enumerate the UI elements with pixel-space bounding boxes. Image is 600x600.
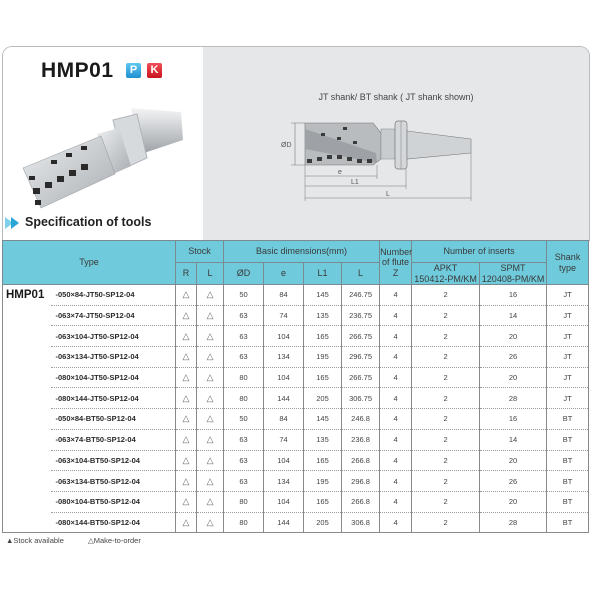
e-cell: 134 <box>264 471 304 492</box>
stock-r-cell: △ <box>176 512 197 533</box>
tool-photo-image <box>21 102 186 212</box>
header-flute-line1: Number <box>380 246 413 257</box>
flute-cell: 4 <box>380 326 412 347</box>
spmt-cell: 28 <box>480 388 547 409</box>
e-cell: 84 <box>264 409 304 430</box>
stock-l-cell: △ <box>197 491 224 512</box>
l-cell: 266.8 <box>342 491 380 512</box>
table-row <box>3 326 589 347</box>
header-apkt-name: APKT <box>433 263 458 274</box>
l1-cell: 165 <box>304 326 342 347</box>
table-row <box>3 285 589 306</box>
header-shank-line2: type <box>559 262 577 273</box>
diameter-cell: 63 <box>224 347 264 368</box>
spmt-cell: 16 <box>480 409 547 430</box>
diameter-cell: 63 <box>224 450 264 471</box>
table-row <box>3 388 589 409</box>
flute-cell: 4 <box>380 491 412 512</box>
shank-cell: JT <box>547 367 589 388</box>
l-cell: 306.8 <box>342 512 380 533</box>
header-l1: L1 <box>304 263 342 285</box>
shank-cell: JT <box>547 326 589 347</box>
diameter-cell: 80 <box>224 388 264 409</box>
l1-cell: 135 <box>304 429 342 450</box>
l1-cell: 165 <box>304 491 342 512</box>
header-shank-line1: Shank <box>554 252 581 263</box>
table-row <box>3 512 589 533</box>
flute-cell: 4 <box>380 450 412 471</box>
apkt-cell: 2 <box>412 471 480 492</box>
type-cell: -080×144-BT50-SP12-04 <box>51 512 176 533</box>
header-l: L <box>342 263 380 285</box>
stock-l-cell: △ <box>197 471 224 492</box>
shank-cell: JT <box>547 305 589 326</box>
stock-r-cell: △ <box>176 305 197 326</box>
flute-cell: 4 <box>380 512 412 533</box>
flute-cell: 4 <box>380 471 412 492</box>
header-type: Type <box>3 241 176 285</box>
product-photo-panel <box>3 47 203 241</box>
header-stock-r: R <box>176 263 197 285</box>
legend <box>6 536 163 545</box>
diameter-label: ØD <box>281 142 292 149</box>
header-spmt-code: 120408-PM/KM <box>481 273 545 284</box>
l-cell: 306.75 <box>342 388 380 409</box>
stock-r-cell: △ <box>176 429 197 450</box>
apkt-cell: 2 <box>412 285 480 306</box>
stock-l-cell: △ <box>197 347 224 368</box>
type-cell: -063×104-JT50-SP12-04 <box>51 326 176 347</box>
type-cell: -080×144-JT50-SP12-04 <box>51 388 176 409</box>
spmt-cell: 16 <box>480 285 547 306</box>
type-cell: -063×134-JT50-SP12-04 <box>51 347 176 368</box>
l-cell: 296.8 <box>342 471 380 492</box>
apkt-cell: 2 <box>412 512 480 533</box>
shank-cell: BT <box>547 491 589 512</box>
stock-r-cell: △ <box>176 326 197 347</box>
table-row <box>3 347 589 368</box>
spmt-cell: 14 <box>480 429 547 450</box>
l1-label: L1 <box>351 179 359 186</box>
apkt-cell: 2 <box>412 429 480 450</box>
diameter-cell: 80 <box>224 491 264 512</box>
e-cell: 84 <box>264 285 304 306</box>
material-badge-p: P <box>126 63 141 78</box>
spmt-cell: 20 <box>480 367 547 388</box>
header-inserts: Number of inserts <box>412 241 547 263</box>
type-cell: -063×104-BT50-SP12-04 <box>51 450 176 471</box>
legend-stock-available: ▲Stock available <box>6 536 64 545</box>
shank-cell: BT <box>547 471 589 492</box>
shank-cell: BT <box>547 450 589 471</box>
stock-r-cell: △ <box>176 409 197 430</box>
type-cell: -063×74-BT50-SP12-04 <box>51 429 176 450</box>
diagram-caption: JT shank/ BT shank ( JT shank shown) <box>318 92 474 102</box>
flute-cell: 4 <box>380 367 412 388</box>
e-cell: 104 <box>264 491 304 512</box>
e-cell: 144 <box>264 388 304 409</box>
header-diameter: ØD <box>224 263 264 285</box>
type-cell: -080×104-JT50-SP12-04 <box>51 367 176 388</box>
apkt-cell: 2 <box>412 367 480 388</box>
l-label: L <box>386 191 390 198</box>
table-row <box>3 367 589 388</box>
e-cell: 104 <box>264 367 304 388</box>
l1-cell: 145 <box>304 285 342 306</box>
e-label: e <box>338 169 342 176</box>
l-cell: 236.8 <box>342 429 380 450</box>
diameter-cell: 63 <box>224 471 264 492</box>
specification-table <box>2 240 589 533</box>
table-row <box>3 450 589 471</box>
table-row <box>3 409 589 430</box>
spmt-cell: 14 <box>480 305 547 326</box>
header-stock-l: L <box>197 263 224 285</box>
spmt-cell: 26 <box>480 471 547 492</box>
stock-l-cell: △ <box>197 367 224 388</box>
l-cell: 266.75 <box>342 367 380 388</box>
material-badge-k: K <box>147 63 162 78</box>
stock-r-cell: △ <box>176 491 197 512</box>
l1-cell: 135 <box>304 305 342 326</box>
e-cell: 104 <box>264 450 304 471</box>
series-label: HMP01 <box>3 285 51 533</box>
shank-cell: BT <box>547 409 589 430</box>
diameter-cell: 50 <box>224 285 264 306</box>
l1-cell: 165 <box>304 367 342 388</box>
stock-r-cell: △ <box>176 285 197 306</box>
tool-dimension-drawing <box>281 119 571 209</box>
legend-make-to-order: △Make-to-order <box>87 536 141 545</box>
stock-r-cell: △ <box>176 388 197 409</box>
stock-l-cell: △ <box>197 305 224 326</box>
stock-l-cell: △ <box>197 285 224 306</box>
flute-cell: 4 <box>380 285 412 306</box>
e-cell: 104 <box>264 326 304 347</box>
product-header-panel <box>2 46 590 241</box>
diameter-cell: 63 <box>224 305 264 326</box>
stock-r-cell: △ <box>176 367 197 388</box>
header-flute-line3: Z <box>392 267 399 278</box>
header-flute-count <box>380 241 412 285</box>
header-apkt <box>412 263 480 285</box>
stock-l-cell: △ <box>197 388 224 409</box>
apkt-cell: 2 <box>412 347 480 368</box>
shank-cell: BT <box>547 512 589 533</box>
stock-r-cell: △ <box>176 450 197 471</box>
header-stock: Stock <box>176 241 224 263</box>
l-cell: 296.75 <box>342 347 380 368</box>
shank-cell: JT <box>547 347 589 368</box>
stock-l-cell: △ <box>197 429 224 450</box>
stock-l-cell: △ <box>197 326 224 347</box>
header-spmt <box>480 263 547 285</box>
l-cell: 236.75 <box>342 305 380 326</box>
diameter-cell: 63 <box>224 429 264 450</box>
header-apkt-code: 150412-PM/KM <box>414 273 477 284</box>
header-basic-dimensions: Basic dimensions(mm) <box>224 241 380 263</box>
apkt-cell: 2 <box>412 305 480 326</box>
shank-cell: JT <box>547 285 589 306</box>
header-spmt-name: SPMT <box>500 263 526 274</box>
stock-r-cell: △ <box>176 347 197 368</box>
apkt-cell: 2 <box>412 491 480 512</box>
l1-cell: 195 <box>304 347 342 368</box>
table-body <box>3 285 589 533</box>
apkt-cell: 2 <box>412 450 480 471</box>
l1-cell: 165 <box>304 450 342 471</box>
diameter-cell: 80 <box>224 367 264 388</box>
type-cell: -080×104-BT50-SP12-04 <box>51 491 176 512</box>
dimension-drawing-panel <box>203 47 589 241</box>
apkt-cell: 2 <box>412 409 480 430</box>
header-flute-line2: of flute <box>382 257 410 268</box>
double-chevron-right-icon <box>5 216 23 230</box>
l-cell: 246.8 <box>342 409 380 430</box>
shank-cell: BT <box>547 429 589 450</box>
stock-l-cell: △ <box>197 409 224 430</box>
l1-cell: 205 <box>304 512 342 533</box>
spmt-cell: 26 <box>480 347 547 368</box>
spmt-cell: 20 <box>480 450 547 471</box>
apkt-cell: 2 <box>412 388 480 409</box>
table-row <box>3 429 589 450</box>
diameter-cell: 80 <box>224 512 264 533</box>
spmt-cell: 28 <box>480 512 547 533</box>
apkt-cell: 2 <box>412 326 480 347</box>
e-cell: 74 <box>264 305 304 326</box>
type-cell: -050×84-BT50-SP12-04 <box>51 409 176 430</box>
stock-l-cell: △ <box>197 512 224 533</box>
l1-cell: 205 <box>304 388 342 409</box>
flute-cell: 4 <box>380 429 412 450</box>
l1-cell: 195 <box>304 471 342 492</box>
table-row <box>3 491 589 512</box>
l-cell: 266.8 <box>342 450 380 471</box>
header-e: e <box>264 263 304 285</box>
e-cell: 144 <box>264 512 304 533</box>
spmt-cell: 20 <box>480 491 547 512</box>
shank-cell: JT <box>547 388 589 409</box>
e-cell: 134 <box>264 347 304 368</box>
spmt-cell: 20 <box>480 326 547 347</box>
l-cell: 266.75 <box>342 326 380 347</box>
e-cell: 74 <box>264 429 304 450</box>
stock-r-cell: △ <box>176 471 197 492</box>
table-row <box>3 471 589 492</box>
diameter-cell: 50 <box>224 409 264 430</box>
header-shank-type <box>547 241 589 285</box>
flute-cell: 4 <box>380 347 412 368</box>
flute-cell: 4 <box>380 409 412 430</box>
diameter-cell: 63 <box>224 326 264 347</box>
flute-cell: 4 <box>380 305 412 326</box>
type-cell: -050×84-JT50-SP12-04 <box>51 285 176 306</box>
type-cell: -063×134-BT50-SP12-04 <box>51 471 176 492</box>
l1-cell: 145 <box>304 409 342 430</box>
flute-cell: 4 <box>380 388 412 409</box>
table-row <box>3 305 589 326</box>
product-series-title: HMP01 <box>41 59 114 82</box>
section-title: Specification of tools <box>25 215 152 229</box>
l-cell: 246.75 <box>342 285 380 306</box>
stock-l-cell: △ <box>197 450 224 471</box>
type-cell: -063×74-JT50-SP12-04 <box>51 305 176 326</box>
